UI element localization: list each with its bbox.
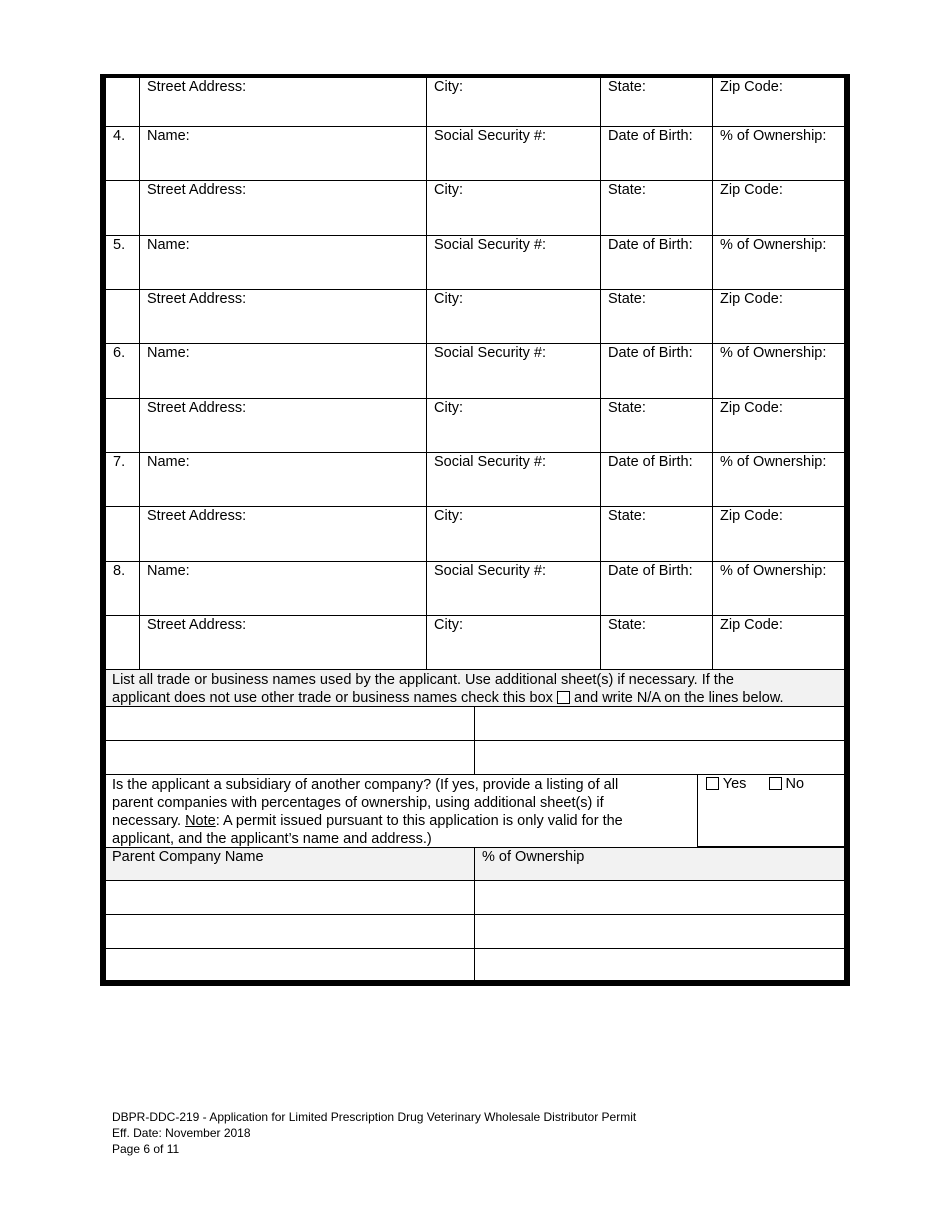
- no-trade-names-checkbox[interactable]: [557, 691, 570, 704]
- subsidiary-question: Is the applicant a subsidiary of another company? (If yes, provide a listing of all parent companies with percentages of ownership, using additional sheet(s) if necessary. Note: A permit issued pursuant to this application is only valid for the applicant, and the applicant’s name and address.): [112, 777, 623, 847]
- form-frame: [100, 74, 850, 986]
- owner-number: 7.: [113, 454, 126, 470]
- parent-ownership-field[interactable]: [474, 915, 844, 948]
- yes-checkbox[interactable]: [706, 777, 719, 790]
- dob-field[interactable]: Date of Birth:: [600, 562, 712, 615]
- city-field[interactable]: City:: [426, 507, 600, 561]
- zip-code-field[interactable]: Zip Code:: [712, 616, 844, 669]
- trade-names-row-1: [106, 707, 844, 741]
- ownership-field[interactable]: % of Ownership:: [712, 344, 844, 398]
- city-field[interactable]: City:: [426, 290, 600, 343]
- state-field[interactable]: State:: [600, 181, 712, 235]
- parent-company-row-2: [106, 915, 844, 949]
- subsidiary-question-row: [106, 775, 844, 847]
- owner-7-name-row: [106, 453, 844, 507]
- owner-number: 6.: [113, 345, 126, 361]
- parent-ownership-field[interactable]: [474, 949, 844, 980]
- trade-names-line-2b: and write N/A on the lines below.: [573, 690, 784, 706]
- trade-name-field[interactable]: [474, 707, 844, 740]
- page-footer: [112, 1109, 636, 1157]
- owner-8-name-row: [106, 562, 844, 616]
- zip-code-field[interactable]: Zip Code:: [712, 181, 844, 235]
- form-title: DBPR-DDC-219 - Application for Limited Prescription Drug Veterinary Wholesale Distributor Permit: [112, 1110, 637, 1124]
- trade-name-field[interactable]: [106, 741, 474, 774]
- trade-name-field[interactable]: [106, 707, 474, 740]
- parent-company-name-field[interactable]: [106, 915, 474, 948]
- owner-8-address-row: [106, 616, 844, 670]
- owner-4-name-row: [106, 127, 844, 181]
- trade-names-instructions: [106, 670, 844, 707]
- no-label: No: [785, 776, 805, 792]
- street-address-field[interactable]: Street Address:: [139, 181, 426, 235]
- parent-ownership-field[interactable]: [474, 881, 844, 914]
- state-field[interactable]: State:: [600, 616, 712, 669]
- street-address-field[interactable]: Street Address:: [139, 399, 426, 452]
- trade-names-line-1: List all trade or business names used by the applicant. Use additional sheet(s) if necessary. If the: [112, 672, 734, 688]
- parent-company-row-1: [106, 881, 844, 915]
- parent-company-name-header: Parent Company Name: [112, 849, 264, 865]
- parent-company-name-field[interactable]: [106, 881, 474, 914]
- state-field[interactable]: State:: [600, 507, 712, 561]
- street-address-field[interactable]: Street Address:: [139, 78, 426, 126]
- owner-4-address-row: [106, 181, 844, 236]
- trade-names-row-2: [106, 741, 844, 775]
- owner-5-name-row: [106, 236, 844, 290]
- name-field[interactable]: Name:: [139, 453, 426, 506]
- subsidiary-answer: [697, 775, 844, 847]
- ssn-field[interactable]: Social Security #:: [426, 453, 600, 506]
- zip-code-field[interactable]: Zip Code:: [712, 290, 844, 343]
- ownership-field[interactable]: % of Ownership:: [712, 127, 844, 180]
- owner-6-address-row: [106, 399, 844, 453]
- dob-field[interactable]: Date of Birth:: [600, 453, 712, 506]
- dob-field[interactable]: Date of Birth:: [600, 344, 712, 398]
- dob-field[interactable]: Date of Birth:: [600, 236, 712, 289]
- city-field[interactable]: City:: [426, 399, 600, 452]
- dob-field[interactable]: Date of Birth:: [600, 127, 712, 180]
- street-address-field[interactable]: Street Address:: [139, 290, 426, 343]
- owner-7-address-row: [106, 507, 844, 562]
- city-field[interactable]: City:: [426, 181, 600, 235]
- zip-code-field[interactable]: Zip Code:: [712, 78, 844, 126]
- street-address-field[interactable]: Street Address:: [139, 616, 426, 669]
- city-field[interactable]: City:: [426, 78, 600, 126]
- effective-date: Eff. Date: November 2018: [112, 1126, 251, 1140]
- no-checkbox[interactable]: [769, 777, 782, 790]
- ownership-field[interactable]: % of Ownership:: [712, 236, 844, 289]
- parent-company-name-field[interactable]: [106, 949, 474, 980]
- owner-number: 4.: [113, 128, 126, 144]
- owner-number: 8.: [113, 563, 126, 579]
- name-field[interactable]: Name:: [139, 127, 426, 180]
- state-field[interactable]: State:: [600, 399, 712, 452]
- ssn-field[interactable]: Social Security #:: [426, 127, 600, 180]
- yes-label: Yes: [722, 776, 747, 792]
- ssn-field[interactable]: Social Security #:: [426, 236, 600, 289]
- page-number: Page 6 of 11: [112, 1142, 180, 1156]
- ownership-header: % of Ownership: [474, 848, 844, 880]
- ssn-field[interactable]: Social Security #:: [426, 562, 600, 615]
- parent-company-row-3: [106, 949, 844, 980]
- owner-number: 5.: [113, 237, 126, 253]
- trade-name-field[interactable]: [474, 741, 844, 774]
- ssn-field[interactable]: Social Security #:: [426, 344, 600, 398]
- name-field[interactable]: Name:: [139, 344, 426, 398]
- zip-code-field[interactable]: Zip Code:: [712, 399, 844, 452]
- owner-3-address-row: [106, 78, 844, 127]
- ownership-field[interactable]: % of Ownership:: [712, 453, 844, 506]
- ownership-field[interactable]: % of Ownership:: [712, 562, 844, 615]
- parent-company-header: [106, 847, 844, 881]
- state-field[interactable]: State:: [600, 290, 712, 343]
- owner-5-address-row: [106, 290, 844, 344]
- owner-6-name-row: [106, 344, 844, 399]
- name-field[interactable]: Name:: [139, 562, 426, 615]
- name-field[interactable]: Name:: [139, 236, 426, 289]
- zip-code-field[interactable]: Zip Code:: [712, 507, 844, 561]
- trade-names-line-2a: applicant does not use other trade or business names check this box: [112, 690, 553, 706]
- form-table: [105, 78, 845, 981]
- street-address-field[interactable]: Street Address:: [139, 507, 426, 561]
- city-field[interactable]: City:: [426, 616, 600, 669]
- state-field[interactable]: State:: [600, 78, 712, 126]
